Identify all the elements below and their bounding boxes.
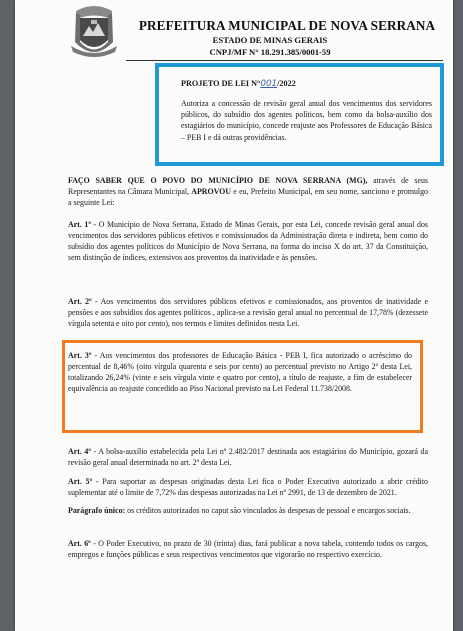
article-3: Art. 3º - Aos vencimentos dos professores de Educação Básica - PEB I, fica autorizado o acréscimo do percentual de 8,46% (oito vírgula quarenta e seis por cento) ao percentual previsto no Artigo 2º desta Lei, totalizando 26,24% (vinte e seis vírgula vinte e quatro por cento), a título de reajuste, a fim de estabelecer equivalência ao reajuste concedido ao Piso Nacional previsto na Lei Federal 11.738/2008. (68, 351, 412, 393)
article-5: Art. 5º - Para suportar as despesas originadas desta Lei fica o Poder Executivo autorizado a abrir crédito suplementar até o limite de 7,72% das despesas autorizadas na Lei nº 2991, de 13 de dezembro de 2021. (68, 477, 428, 497)
state-name: ESTADO DE MINAS GERAIS (212, 35, 328, 45)
enactment-clause: FAÇO SABER QUE O POVO DO MUNICÍPIO DE NOVA SERRANA (MG), através de seus Representantes na Câmara Municipal, APROVOU e eu, Prefeito Municipal, em seu nome, sanciono e promulgo a seguinte Lei: (68, 176, 429, 207)
header-divider (126, 60, 443, 61)
article-6: Art. 6º - O Poder Executivo, no prazo de 30 (trinta) dias, fará publicar a nova tabela, contendo todos os cargos, empregos e funções públicas e seus respectivos vencimentos que vigorarão no respectivo exercício. (68, 539, 429, 559)
article-1: Art. 1º - O Município de Nova Serrana, Estado de Minas Gerais, por esta Lei, concede revisão geral anual dos vencimentos dos servidores públicos efetivos e comissionados da Administração direta e indireta, bem como do subsídio dos agentes políticos do Município de Nova Serrana, na forma do inciso X do art. 37 da Constituição, sem distinção de índices, extensivos aos proventos da inatividade e às pensões. (68, 220, 428, 262)
city-hall-title: PREFEITURA MUNICIPAL DE NOVA SERRANA (138, 18, 436, 33)
cnpj-number: CNPJ/MF N° 18.291.385/0001-59 (209, 47, 331, 57)
article-2: Art. 2º - Aos vencimentos dos servidores públicos efetivos e comissionados, aos proventos de inatividade e pensões e aos subsídios dos agentes políticos , aplica-se a revisão geral anual no percentual de 17,78% (dezessete vírgula setenta e oito por cento), nos termos e limites definidos nesta Lei. (68, 297, 428, 328)
bill-summary: Autoriza a concessão de revisão geral anual dos vencimentos dos servidores públicos, do subsídio dos agentes políticos, bem como da bolsa-auxílio dos estagiários do município, concede reajuste aos Professores de Educação Básica – PEB I e dá outras providências. (181, 99, 432, 142)
sole-paragraph: Parágrafo único: os créditos autorizados no caput são vinculados às despesas de pessoal e encargos sociais. (68, 506, 411, 515)
bill-number: 001 (260, 79, 278, 89)
bill-title: PROJETO DE LEI N°001/2022 (181, 79, 296, 89)
coat-of-arms-logo (67, 2, 121, 60)
article-4: Art. 4º - A bolsa-auxílio estabelecida pela Lei nº 2.482/2017 destinada aos estagiários do Município, gozará da revisão geral anual determinada no art. 2º desta Lei. (68, 447, 429, 467)
document-page (15, 0, 453, 631)
